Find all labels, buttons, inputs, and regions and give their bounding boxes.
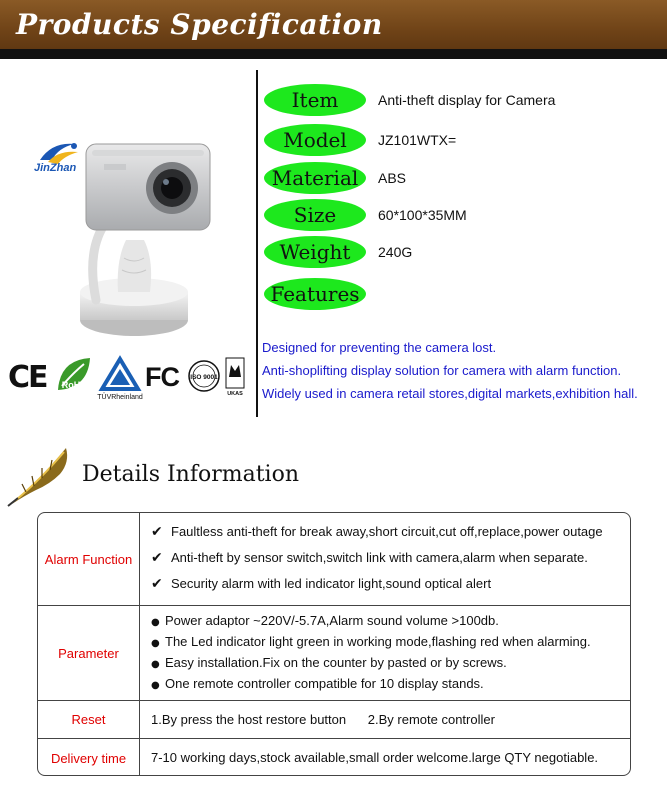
list-item: 1.By press the host restore button 2.By remote controller — [151, 712, 495, 727]
table-row-delivery-time — [38, 738, 631, 776]
rohs-leaf-icon — [54, 354, 94, 396]
list-item: ✔ Anti-theft by sensor switch,switch link with camera,alarm when separate. — [151, 550, 588, 566]
table-row-reset — [38, 700, 631, 738]
list-item: ● Power adaptor ~220V/-5.7A,Alarm sound volume >100db. — [151, 613, 499, 628]
spec-value-material: ABS — [378, 170, 407, 186]
bullet-icon: ● — [151, 680, 160, 691]
page-title: Products Specification — [16, 8, 383, 41]
row-label-reset: Reset — [38, 701, 140, 738]
ce-mark: CE — [8, 360, 47, 395]
rohs-label: RoHS — [61, 380, 87, 390]
list-item: 7-10 working days,stock available,small order welcome.large QTY negotiable. — [151, 750, 599, 765]
camera-display-image — [76, 130, 216, 345]
row-label-alarm-function: Alarm Function — [38, 513, 140, 605]
iso-seal-icon — [188, 360, 220, 392]
ukas-crown-icon — [225, 357, 245, 397]
spec-value-model: JZ101WTX= — [378, 132, 457, 148]
list-item: ● Easy installation.Fix on the counter by pasted or by screws. — [151, 655, 507, 670]
feature-line-1: Designed for preventing the camera lost. — [262, 340, 497, 355]
row-content-parameter — [141, 606, 631, 700]
quill-feather-icon — [6, 444, 76, 508]
row-label-delivery-time: Delivery time — [38, 739, 140, 776]
checkmark-icon: ✔ — [151, 524, 163, 540]
vertical-divider — [256, 70, 258, 417]
spec-label-size: Size — [264, 199, 366, 231]
spec-label-weight: Weight — [264, 236, 366, 268]
tuv-triangle-icon — [96, 355, 144, 401]
tuv-label: TÜVRheinland — [97, 394, 143, 401]
list-item: ● The Led indicator light green in working mode,flashing red when alarming. — [151, 634, 591, 649]
bullet-icon: ● — [151, 638, 160, 649]
checkmark-icon: ✔ — [151, 576, 163, 592]
spec-label-item: Item — [264, 84, 366, 116]
row-content-delivery-time — [141, 739, 631, 776]
spec-value-size: 60*100*35MM — [378, 207, 467, 223]
details-table — [37, 512, 631, 776]
spec-label-model: Model — [264, 124, 366, 156]
iso-label: ISO 9001 — [190, 374, 218, 381]
row-content-alarm-function — [141, 513, 631, 605]
banner-underline — [0, 49, 667, 59]
bullet-icon: ● — [151, 617, 160, 628]
details-heading: Details Information — [82, 462, 300, 487]
spec-label-material: Material — [264, 162, 366, 194]
spec-value-weight: 240G — [378, 244, 413, 260]
spec-label-features: Features — [264, 278, 366, 310]
feature-line-2: Anti-shoplifting display solution for camera with alarm function. — [262, 363, 622, 378]
row-content-reset — [141, 701, 631, 738]
checkmark-icon: ✔ — [151, 550, 163, 566]
table-row-alarm-function — [38, 513, 631, 605]
bullet-icon: ● — [151, 659, 160, 670]
row-label-parameter: Parameter — [38, 606, 140, 700]
fcc-mark: FC — [145, 362, 179, 392]
ukas-label: UKAS — [227, 391, 243, 397]
list-item: ● One remote controller compatible for 10 display stands. — [151, 676, 484, 691]
logo-text: JinZhan — [34, 162, 77, 174]
table-row-parameter — [38, 605, 631, 700]
spec-value-item: Anti-theft display for Camera — [378, 92, 556, 108]
list-item: ✔ Faultless anti-theft for break away,short circuit,cut off,replace,power outage — [151, 524, 603, 540]
list-item: ✔ Security alarm with led indicator light,sound optical alert — [151, 576, 492, 592]
header-banner — [0, 0, 667, 56]
feature-line-3: Widely used in camera retail stores,digital markets,exhibition hall. — [262, 386, 638, 401]
